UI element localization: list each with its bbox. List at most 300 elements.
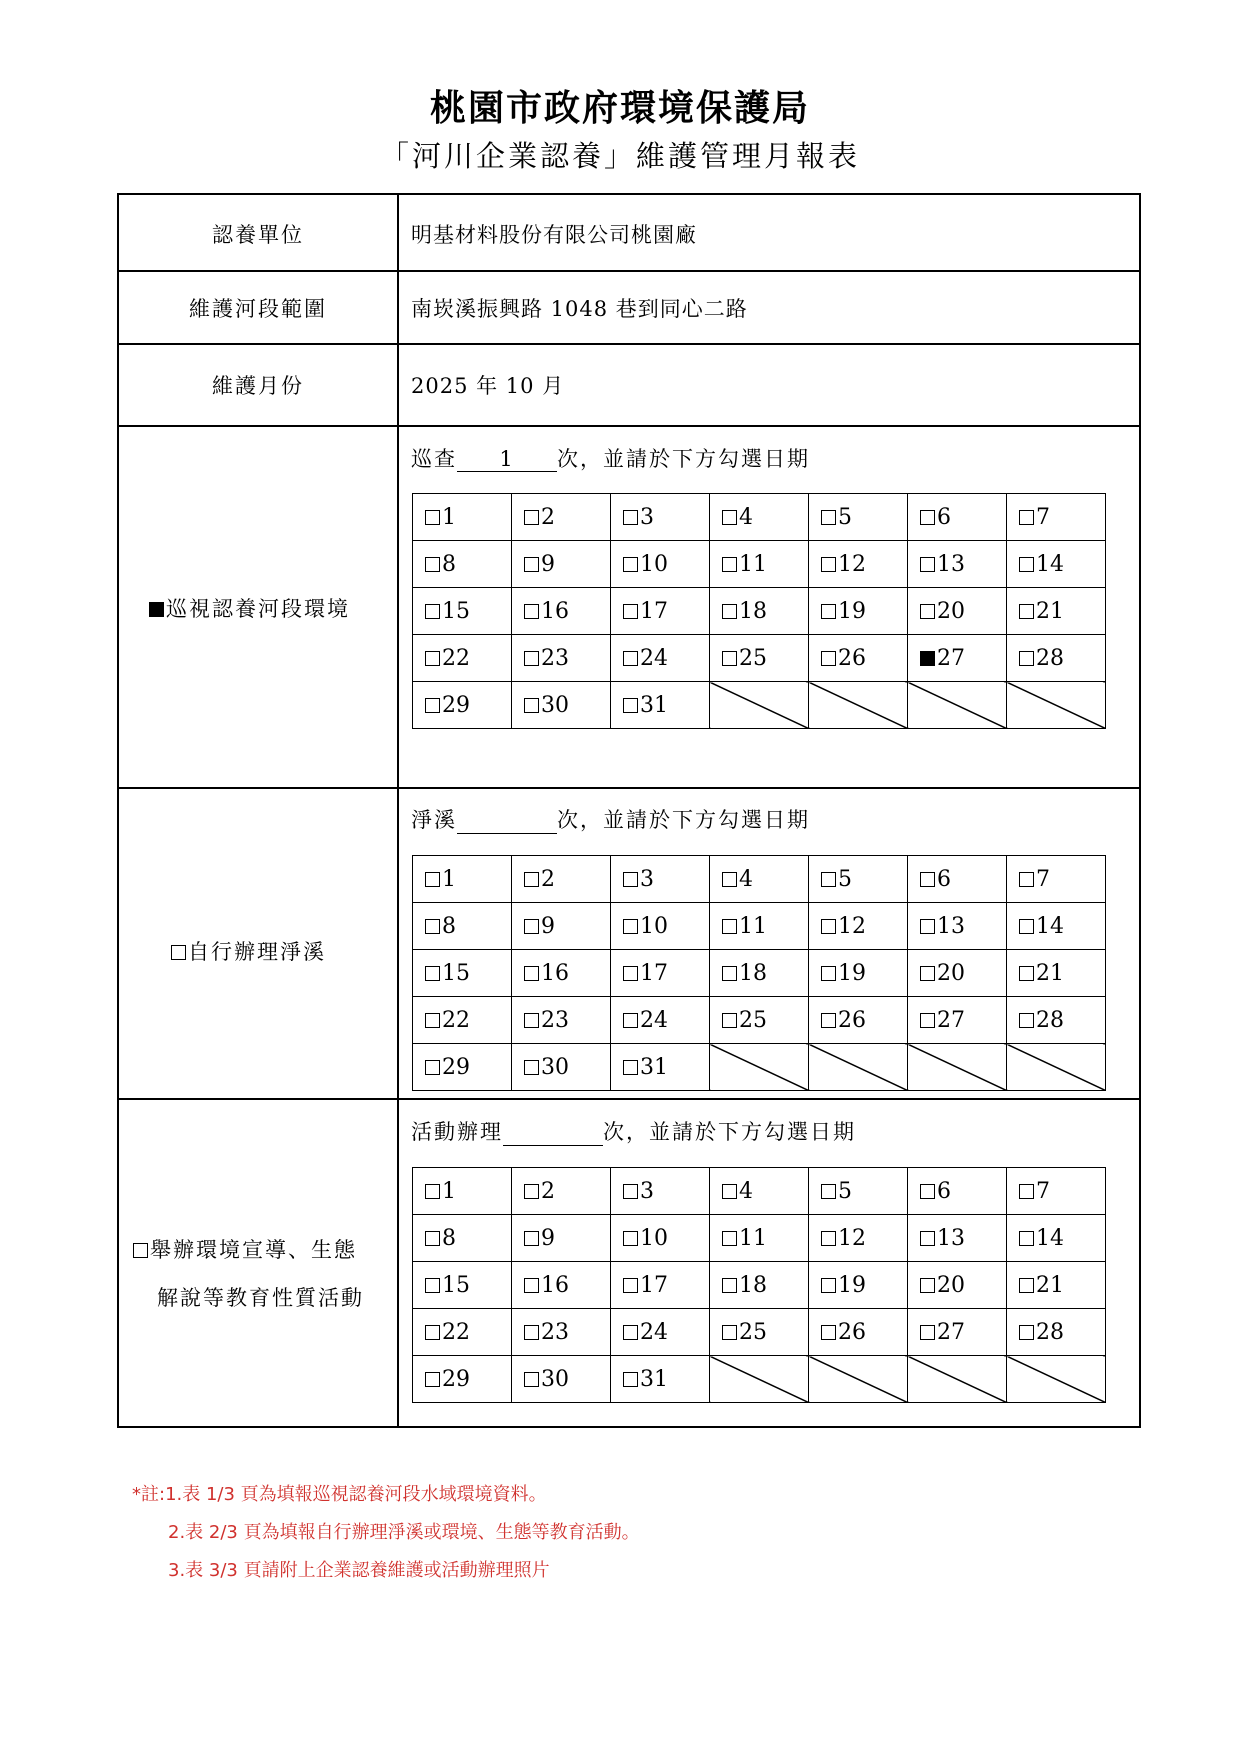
day-cell-21[interactable] bbox=[1007, 1262, 1106, 1309]
education-section-checkbox[interactable] bbox=[133, 1243, 148, 1258]
day-label: 13 bbox=[937, 913, 965, 939]
day-label: 22 bbox=[442, 645, 470, 671]
day-label: 26 bbox=[838, 1319, 866, 1345]
day-checkbox[interactable] bbox=[1019, 1184, 1034, 1199]
day-cell-26[interactable] bbox=[809, 1309, 908, 1356]
patrol-section-checkbox[interactable] bbox=[149, 602, 164, 617]
empty-day-cell bbox=[908, 1356, 1007, 1403]
day-cell-23[interactable] bbox=[512, 635, 611, 682]
day-checkbox[interactable] bbox=[722, 1325, 737, 1340]
day-cell-22[interactable] bbox=[413, 635, 512, 682]
day-label: 15 bbox=[442, 1272, 470, 1298]
day-label: 3 bbox=[640, 1178, 654, 1204]
day-label: 9 bbox=[541, 1225, 555, 1251]
day-label: 15 bbox=[442, 598, 470, 624]
day-checkbox[interactable] bbox=[425, 1278, 440, 1293]
day-cell-8[interactable] bbox=[413, 541, 512, 588]
day-checkbox[interactable] bbox=[425, 1060, 440, 1075]
day-cell-19[interactable] bbox=[809, 1262, 908, 1309]
day-label: 31 bbox=[640, 1366, 668, 1392]
education-section-label: 舉辦環境宣導、生態 bbox=[133, 1234, 357, 1264]
day-checkbox[interactable] bbox=[920, 872, 935, 887]
day-cell-1[interactable] bbox=[413, 856, 512, 903]
day-label: 7 bbox=[1036, 866, 1050, 892]
day-cell-30[interactable] bbox=[512, 1044, 611, 1091]
day-label: 21 bbox=[1036, 1272, 1064, 1298]
day-checkbox[interactable] bbox=[722, 1013, 737, 1028]
day-cell-7[interactable] bbox=[1007, 1168, 1106, 1215]
day-cell-23[interactable] bbox=[512, 997, 611, 1044]
day-label: 11 bbox=[739, 551, 767, 577]
day-cell-11[interactable] bbox=[710, 1215, 809, 1262]
day-cell-1[interactable] bbox=[413, 494, 512, 541]
day-checkbox[interactable] bbox=[623, 698, 638, 713]
day-label: 1 bbox=[442, 866, 456, 892]
day-label: 5 bbox=[838, 504, 852, 530]
day-label: 9 bbox=[541, 551, 555, 577]
day-checkbox[interactable] bbox=[1019, 872, 1034, 887]
day-label: 10 bbox=[640, 1225, 668, 1251]
day-label: 1 bbox=[442, 504, 456, 530]
day-label: 16 bbox=[541, 598, 569, 624]
day-checkbox[interactable] bbox=[524, 1278, 539, 1293]
day-cell-7[interactable] bbox=[1007, 494, 1106, 541]
day-cell-13[interactable] bbox=[908, 903, 1007, 950]
cleanup-section-label: 自行辦理淨溪 bbox=[171, 936, 326, 966]
day-label: 6 bbox=[937, 1178, 951, 1204]
day-checkbox[interactable] bbox=[623, 1372, 638, 1387]
day-label: 30 bbox=[541, 692, 569, 718]
day-cell-23[interactable] bbox=[512, 1309, 611, 1356]
empty-day-cell bbox=[1007, 682, 1106, 729]
day-checkbox[interactable] bbox=[425, 872, 440, 887]
day-label: 13 bbox=[937, 1225, 965, 1251]
day-cell-9[interactable] bbox=[512, 1215, 611, 1262]
day-label: 25 bbox=[739, 1007, 767, 1033]
cleanup-count-value[interactable] bbox=[457, 809, 557, 834]
day-label: 27 bbox=[937, 1319, 965, 1345]
day-cell-3[interactable] bbox=[611, 1168, 710, 1215]
day-label: 2 bbox=[541, 1178, 555, 1204]
day-checkbox[interactable] bbox=[524, 1231, 539, 1246]
day-checkbox[interactable] bbox=[1019, 966, 1034, 981]
day-label: 16 bbox=[541, 960, 569, 986]
day-checkbox[interactable] bbox=[623, 966, 638, 981]
day-label: 12 bbox=[838, 913, 866, 939]
day-cell-5[interactable] bbox=[809, 494, 908, 541]
day-checkbox[interactable] bbox=[1019, 557, 1034, 572]
day-cell-25[interactable] bbox=[710, 1309, 809, 1356]
day-cell-7[interactable] bbox=[1007, 856, 1106, 903]
row-divider bbox=[119, 787, 1139, 789]
note-line-3: 3.表 3/3 頁請附上企業認養維護或活動辦理照片 bbox=[168, 1560, 550, 1581]
day-label: 28 bbox=[1036, 1319, 1064, 1345]
day-checkbox[interactable] bbox=[524, 1013, 539, 1028]
day-label: 20 bbox=[937, 1272, 965, 1298]
day-cell-15[interactable] bbox=[413, 588, 512, 635]
day-checkbox[interactable] bbox=[425, 1372, 440, 1387]
day-cell-26[interactable] bbox=[809, 635, 908, 682]
day-label: 2 bbox=[541, 866, 555, 892]
day-cell-20[interactable] bbox=[908, 588, 1007, 635]
day-checkbox[interactable] bbox=[722, 604, 737, 619]
day-checkbox[interactable] bbox=[821, 966, 836, 981]
day-cell-4[interactable] bbox=[710, 1168, 809, 1215]
day-checkbox[interactable] bbox=[821, 872, 836, 887]
day-checkbox[interactable] bbox=[524, 604, 539, 619]
day-checkbox[interactable] bbox=[722, 557, 737, 572]
day-cell-31[interactable] bbox=[611, 682, 710, 729]
day-checkbox[interactable] bbox=[524, 966, 539, 981]
day-checkbox[interactable] bbox=[1019, 651, 1034, 666]
day-cell-9[interactable] bbox=[512, 903, 611, 950]
day-checkbox[interactable] bbox=[524, 557, 539, 572]
day-label: 19 bbox=[838, 960, 866, 986]
day-label: 30 bbox=[541, 1366, 569, 1392]
day-cell-18[interactable] bbox=[710, 588, 809, 635]
day-cell-6[interactable] bbox=[908, 494, 1007, 541]
day-cell-14[interactable] bbox=[1007, 903, 1106, 950]
day-cell-1[interactable] bbox=[413, 1168, 512, 1215]
day-checkbox[interactable] bbox=[920, 1325, 935, 1340]
day-cell-10[interactable] bbox=[611, 541, 710, 588]
day-checkbox[interactable] bbox=[920, 1278, 935, 1293]
day-label: 6 bbox=[937, 504, 951, 530]
day-label: 22 bbox=[442, 1007, 470, 1033]
empty-day-cell bbox=[908, 682, 1007, 729]
day-cell-3[interactable] bbox=[611, 856, 710, 903]
day-label: 28 bbox=[1036, 645, 1064, 671]
day-checkbox[interactable] bbox=[920, 557, 935, 572]
row-divider bbox=[119, 1098, 1139, 1100]
day-label: 17 bbox=[640, 1272, 668, 1298]
day-checkbox[interactable] bbox=[920, 919, 935, 934]
day-label: 11 bbox=[739, 913, 767, 939]
day-cell-26[interactable] bbox=[809, 997, 908, 1044]
day-checkbox[interactable] bbox=[425, 919, 440, 934]
day-cell-22[interactable] bbox=[413, 1309, 512, 1356]
day-checkbox[interactable] bbox=[623, 1278, 638, 1293]
day-label: 27 bbox=[937, 645, 965, 671]
day-checkbox[interactable] bbox=[524, 872, 539, 887]
notes bbox=[132, 1480, 640, 1594]
day-checkbox[interactable] bbox=[722, 966, 737, 981]
day-label: 20 bbox=[937, 960, 965, 986]
day-label: 14 bbox=[1036, 913, 1064, 939]
page-title: 桃園市政府環境保護局 bbox=[429, 87, 810, 129]
day-checkbox[interactable] bbox=[524, 651, 539, 666]
day-cell-15[interactable] bbox=[413, 1262, 512, 1309]
day-cell-15[interactable] bbox=[413, 950, 512, 997]
day-checkbox[interactable] bbox=[425, 1013, 440, 1028]
day-checkbox[interactable] bbox=[623, 510, 638, 525]
day-checkbox[interactable] bbox=[623, 557, 638, 572]
day-label: 1 bbox=[442, 1178, 456, 1204]
empty-day-cell bbox=[809, 1356, 908, 1403]
day-checkbox[interactable] bbox=[524, 1325, 539, 1340]
day-cell-21[interactable] bbox=[1007, 588, 1106, 635]
day-checkbox[interactable] bbox=[821, 1231, 836, 1246]
day-cell-27[interactable] bbox=[908, 1309, 1007, 1356]
day-label: 17 bbox=[640, 960, 668, 986]
day-cell-16[interactable] bbox=[512, 950, 611, 997]
day-cell-29[interactable] bbox=[413, 1044, 512, 1091]
day-cell-8[interactable] bbox=[413, 903, 512, 950]
day-checkbox[interactable] bbox=[920, 510, 935, 525]
day-label: 31 bbox=[640, 1054, 668, 1080]
day-cell-8[interactable] bbox=[413, 1215, 512, 1262]
day-cell-5[interactable] bbox=[809, 1168, 908, 1215]
day-cell-30[interactable] bbox=[512, 1356, 611, 1403]
day-cell-21[interactable] bbox=[1007, 950, 1106, 997]
day-cell-29[interactable] bbox=[413, 1356, 512, 1403]
day-cell-11[interactable] bbox=[710, 541, 809, 588]
day-label: 30 bbox=[541, 1054, 569, 1080]
education-count-value[interactable] bbox=[503, 1121, 603, 1146]
education-calendar bbox=[412, 1167, 1106, 1403]
day-checkbox[interactable] bbox=[425, 1231, 440, 1246]
patrol-count-line: 巡查 1 次，並請於下方勾選日期 bbox=[411, 447, 810, 471]
day-label: 24 bbox=[640, 645, 668, 671]
day-cell-30[interactable] bbox=[512, 682, 611, 729]
day-checkbox[interactable] bbox=[425, 1184, 440, 1199]
day-cell-3[interactable] bbox=[611, 494, 710, 541]
day-cell-28[interactable] bbox=[1007, 997, 1106, 1044]
day-cell-14[interactable] bbox=[1007, 1215, 1106, 1262]
day-checkbox[interactable] bbox=[722, 872, 737, 887]
day-cell-16[interactable] bbox=[512, 588, 611, 635]
day-label: 26 bbox=[838, 645, 866, 671]
day-label: 26 bbox=[838, 1007, 866, 1033]
day-checkbox[interactable] bbox=[623, 604, 638, 619]
page-subtitle: 「河川企業認養」維護管理月報表 bbox=[379, 139, 860, 173]
day-cell-17[interactable] bbox=[611, 588, 710, 635]
day-cell-24[interactable] bbox=[611, 635, 710, 682]
day-checkbox[interactable] bbox=[1019, 1278, 1034, 1293]
day-checkbox[interactable] bbox=[920, 1013, 935, 1028]
day-checkbox[interactable] bbox=[1019, 919, 1034, 934]
day-checkbox[interactable] bbox=[623, 1060, 638, 1075]
column-divider bbox=[397, 195, 399, 1426]
day-checkbox[interactable] bbox=[821, 651, 836, 666]
day-checkbox[interactable] bbox=[920, 1231, 935, 1246]
day-cell-25[interactable] bbox=[710, 635, 809, 682]
day-label: 23 bbox=[541, 1319, 569, 1345]
day-cell-17[interactable] bbox=[611, 1262, 710, 1309]
day-cell-6[interactable] bbox=[908, 856, 1007, 903]
day-checkbox[interactable] bbox=[425, 510, 440, 525]
day-checkbox[interactable] bbox=[524, 1372, 539, 1387]
day-checkbox[interactable] bbox=[722, 651, 737, 666]
day-cell-28[interactable] bbox=[1007, 1309, 1106, 1356]
day-checkbox[interactable] bbox=[425, 1325, 440, 1340]
day-cell-13[interactable] bbox=[908, 1215, 1007, 1262]
empty-day-cell bbox=[809, 1044, 908, 1091]
report-form bbox=[117, 193, 1141, 1428]
day-cell-18[interactable] bbox=[710, 1262, 809, 1309]
day-checkbox[interactable] bbox=[1019, 1231, 1034, 1246]
empty-day-cell bbox=[710, 682, 809, 729]
day-cell-5[interactable] bbox=[809, 856, 908, 903]
day-label: 20 bbox=[937, 598, 965, 624]
day-cell-24[interactable] bbox=[611, 997, 710, 1044]
day-cell-19[interactable] bbox=[809, 950, 908, 997]
day-label: 31 bbox=[640, 692, 668, 718]
day-cell-20[interactable] bbox=[908, 1262, 1007, 1309]
day-label: 16 bbox=[541, 1272, 569, 1298]
day-label: 12 bbox=[838, 551, 866, 577]
day-checkbox[interactable] bbox=[821, 1184, 836, 1199]
day-label: 7 bbox=[1036, 504, 1050, 530]
empty-day-cell bbox=[1007, 1356, 1106, 1403]
day-label: 25 bbox=[739, 1319, 767, 1345]
day-checkbox[interactable] bbox=[722, 510, 737, 525]
day-cell-31[interactable] bbox=[611, 1044, 710, 1091]
day-cell-12[interactable] bbox=[809, 541, 908, 588]
day-cell-29[interactable] bbox=[413, 682, 512, 729]
empty-day-cell bbox=[710, 1044, 809, 1091]
day-label: 3 bbox=[640, 504, 654, 530]
day-checkbox[interactable] bbox=[524, 698, 539, 713]
day-checkbox[interactable] bbox=[920, 1184, 935, 1199]
day-label: 4 bbox=[739, 866, 753, 892]
day-checkbox[interactable] bbox=[623, 1325, 638, 1340]
day-cell-22[interactable] bbox=[413, 997, 512, 1044]
day-checkbox[interactable] bbox=[821, 510, 836, 525]
day-label: 2 bbox=[541, 504, 555, 530]
day-cell-27[interactable] bbox=[908, 997, 1007, 1044]
day-label: 21 bbox=[1036, 598, 1064, 624]
day-checkbox[interactable] bbox=[524, 1060, 539, 1075]
day-label: 11 bbox=[739, 1225, 767, 1251]
day-cell-13[interactable] bbox=[908, 541, 1007, 588]
day-cell-31[interactable] bbox=[611, 1356, 710, 1403]
day-checkbox[interactable] bbox=[1019, 1013, 1034, 1028]
day-checkbox[interactable] bbox=[425, 966, 440, 981]
cleanup-count-line: 淨溪 次，並請於下方勾選日期 bbox=[411, 808, 810, 832]
day-cell-28[interactable] bbox=[1007, 635, 1106, 682]
day-checkbox[interactable] bbox=[623, 1184, 638, 1199]
day-cell-18[interactable] bbox=[710, 950, 809, 997]
patrol-count-value[interactable]: 1 bbox=[457, 447, 557, 472]
day-cell-20[interactable] bbox=[908, 950, 1007, 997]
day-cell-27[interactable] bbox=[908, 635, 1007, 682]
day-cell-16[interactable] bbox=[512, 1262, 611, 1309]
adopter-value: 明基材料股份有限公司桃園廠 bbox=[411, 223, 697, 247]
day-cell-12[interactable] bbox=[809, 903, 908, 950]
day-checkbox[interactable] bbox=[524, 1184, 539, 1199]
day-cell-9[interactable] bbox=[512, 541, 611, 588]
day-checkbox[interactable] bbox=[425, 651, 440, 666]
day-cell-12[interactable] bbox=[809, 1215, 908, 1262]
day-checkbox[interactable] bbox=[821, 604, 836, 619]
day-checkbox[interactable] bbox=[524, 919, 539, 934]
day-label: 28 bbox=[1036, 1007, 1064, 1033]
day-checkbox[interactable] bbox=[1019, 510, 1034, 525]
day-checkbox[interactable] bbox=[623, 1013, 638, 1028]
day-checkbox[interactable] bbox=[821, 1278, 836, 1293]
month-label: 維護月份 bbox=[212, 374, 304, 398]
day-checkbox[interactable] bbox=[722, 1278, 737, 1293]
day-checkbox[interactable] bbox=[425, 604, 440, 619]
day-label: 10 bbox=[640, 913, 668, 939]
day-cell-17[interactable] bbox=[611, 950, 710, 997]
day-checkbox[interactable] bbox=[920, 604, 935, 619]
day-cell-25[interactable] bbox=[710, 997, 809, 1044]
day-label: 29 bbox=[442, 692, 470, 718]
day-label: 25 bbox=[739, 645, 767, 671]
day-checkbox[interactable] bbox=[722, 1231, 737, 1246]
day-checkbox[interactable] bbox=[623, 651, 638, 666]
day-checkbox[interactable] bbox=[623, 872, 638, 887]
day-checkbox[interactable] bbox=[722, 1184, 737, 1199]
day-cell-14[interactable] bbox=[1007, 541, 1106, 588]
day-checkbox[interactable] bbox=[623, 919, 638, 934]
education-count-line: 活動辦理 次，並請於下方勾選日期 bbox=[411, 1120, 856, 1144]
day-checkbox[interactable] bbox=[1019, 1325, 1034, 1340]
day-cell-6[interactable] bbox=[908, 1168, 1007, 1215]
day-label: 17 bbox=[640, 598, 668, 624]
day-checkbox[interactable] bbox=[821, 1325, 836, 1340]
row-divider bbox=[119, 425, 1139, 427]
day-checkbox[interactable] bbox=[821, 557, 836, 572]
day-label: 5 bbox=[838, 1178, 852, 1204]
day-cell-2[interactable] bbox=[512, 494, 611, 541]
day-label: 7 bbox=[1036, 1178, 1050, 1204]
day-checkbox[interactable] bbox=[425, 698, 440, 713]
patrol-calendar bbox=[412, 493, 1106, 729]
day-checkbox[interactable] bbox=[821, 919, 836, 934]
day-label: 15 bbox=[442, 960, 470, 986]
note-line-1: *註:1.表 1/3 頁為填報巡視認養河段水域環境資料。 bbox=[132, 1484, 547, 1505]
day-cell-4[interactable] bbox=[710, 856, 809, 903]
day-checkbox[interactable] bbox=[821, 1013, 836, 1028]
day-cell-4[interactable] bbox=[710, 494, 809, 541]
day-cell-10[interactable] bbox=[611, 903, 710, 950]
day-label: 10 bbox=[640, 551, 668, 577]
day-label: 5 bbox=[838, 866, 852, 892]
day-label: 21 bbox=[1036, 960, 1064, 986]
day-checkbox[interactable] bbox=[524, 510, 539, 525]
empty-day-cell bbox=[809, 682, 908, 729]
day-label: 9 bbox=[541, 913, 555, 939]
day-label: 3 bbox=[640, 866, 654, 892]
day-cell-2[interactable] bbox=[512, 1168, 611, 1215]
empty-day-cell bbox=[908, 1044, 1007, 1091]
day-checkbox[interactable] bbox=[1019, 604, 1034, 619]
day-checkbox[interactable] bbox=[623, 1231, 638, 1246]
day-cell-11[interactable] bbox=[710, 903, 809, 950]
empty-day-cell bbox=[710, 1356, 809, 1403]
day-label: 22 bbox=[442, 1319, 470, 1345]
cleanup-section-checkbox[interactable] bbox=[171, 945, 186, 960]
day-checkbox[interactable] bbox=[722, 919, 737, 934]
day-checkbox[interactable] bbox=[920, 966, 935, 981]
month-value: 2025 年 10 月 bbox=[411, 374, 565, 398]
day-label: 18 bbox=[739, 960, 767, 986]
day-cell-2[interactable] bbox=[512, 856, 611, 903]
day-label: 12 bbox=[838, 1225, 866, 1251]
day-label: 14 bbox=[1036, 551, 1064, 577]
day-cell-19[interactable] bbox=[809, 588, 908, 635]
day-checkbox[interactable] bbox=[920, 651, 935, 666]
cleanup-calendar bbox=[412, 855, 1106, 1091]
day-checkbox[interactable] bbox=[425, 557, 440, 572]
day-cell-10[interactable] bbox=[611, 1215, 710, 1262]
day-label: 29 bbox=[442, 1366, 470, 1392]
patrol-section-label: 巡視認養河段環境 bbox=[149, 593, 350, 623]
day-cell-24[interactable] bbox=[611, 1309, 710, 1356]
